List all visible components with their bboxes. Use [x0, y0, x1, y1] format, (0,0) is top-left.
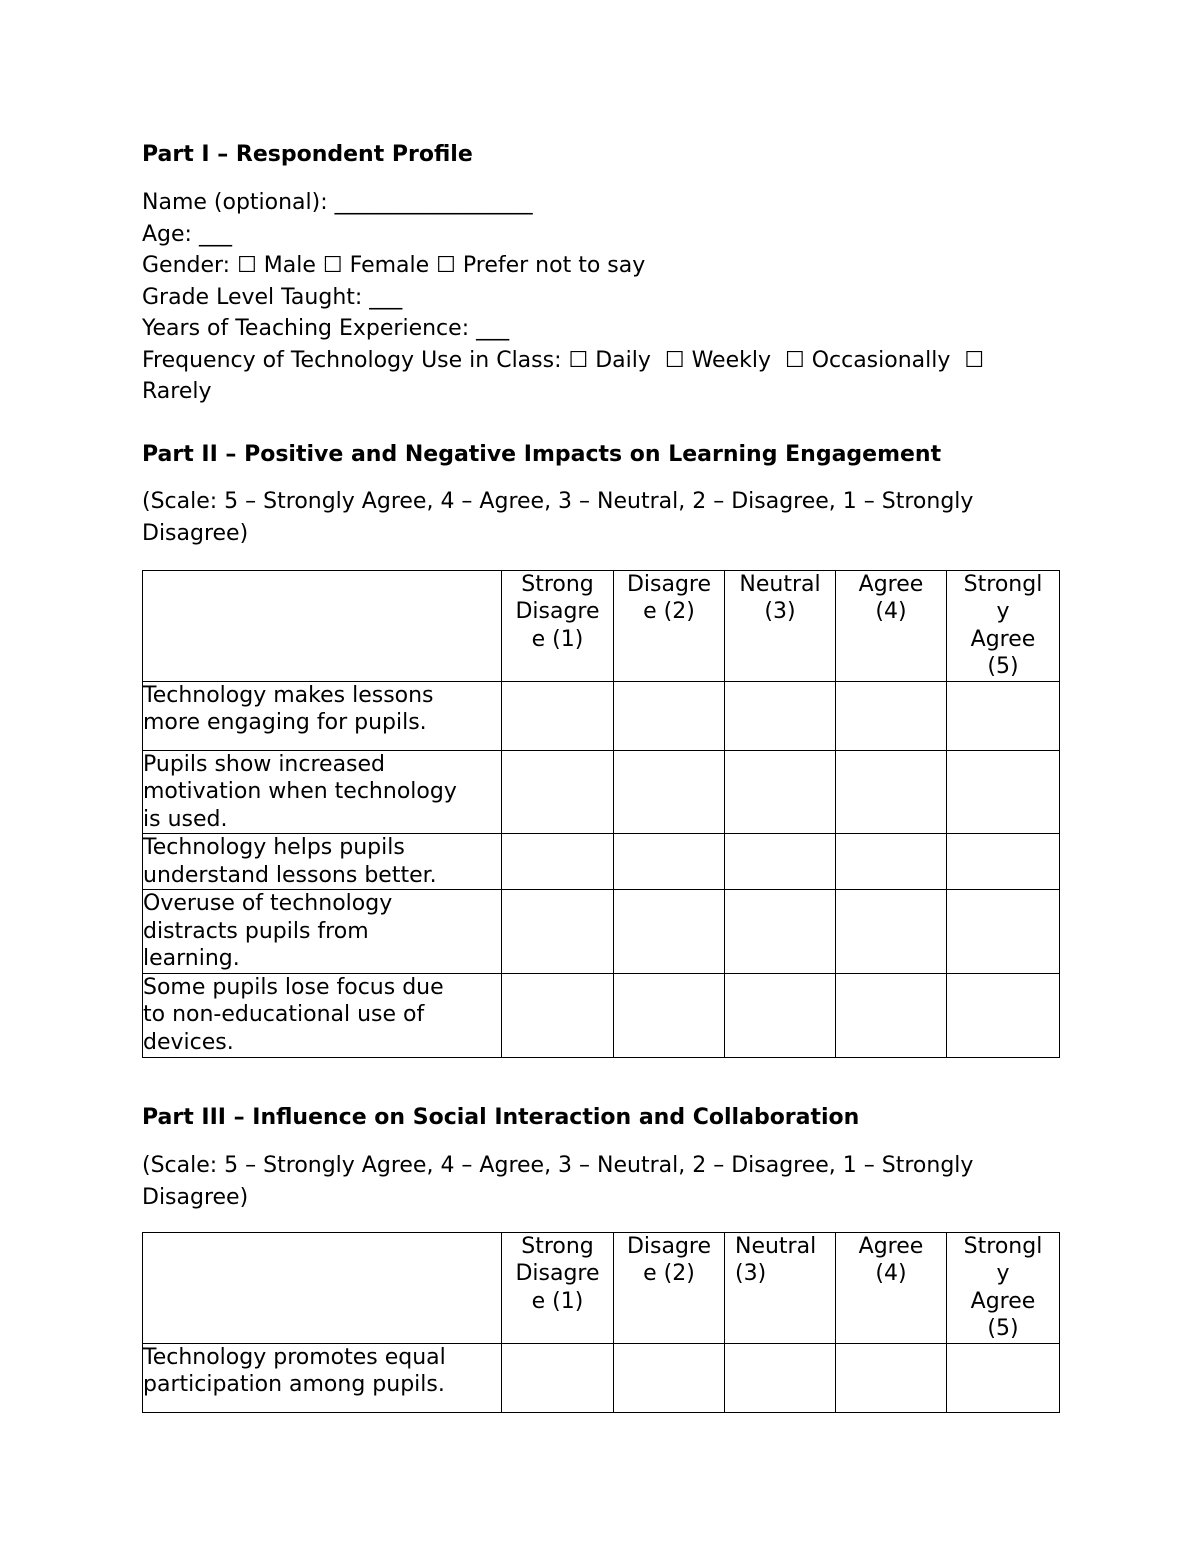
part3-scale-note: [142, 1150, 1060, 1214]
rating-cell-5[interactable]: [947, 1343, 1060, 1412]
table-row: [143, 681, 1060, 750]
table-row: [143, 834, 1060, 890]
table-header-row: [143, 1232, 1060, 1343]
rating-cell-5[interactable]: [947, 890, 1060, 974]
rating-cell-1[interactable]: [502, 973, 614, 1057]
statement-cell: Overuse of technology distracts pupils from learning.: [143, 890, 502, 974]
statement-cell: Technology helps pupils understand lessons better.: [143, 834, 502, 890]
years-experience-field-line[interactable]: Years of Teaching Experience: ___: [142, 316, 510, 341]
rating-cell-5[interactable]: [947, 834, 1060, 890]
rating-cell-5[interactable]: [947, 681, 1060, 750]
statement-cell: Some pupils lose focus due to non-educational use of devices.: [143, 973, 502, 1057]
part3-heading: Part III – Influence on Social Interaction and Collaboration: [142, 1104, 860, 1130]
rating-cell-3[interactable]: [725, 834, 836, 890]
rating-cell-1[interactable]: [502, 681, 614, 750]
rating-cell-1[interactable]: [502, 750, 614, 834]
rating-cell-5[interactable]: [947, 973, 1060, 1057]
agree-column-header: Agree (4): [836, 1232, 947, 1343]
age-field-line[interactable]: Age: ___: [142, 221, 232, 247]
strongly-disagree-column-header: Strong Disagre e (1): [502, 570, 614, 681]
rating-cell-3[interactable]: [725, 681, 836, 750]
agree-column-header: Agree (4): [836, 570, 947, 681]
gender-options-line[interactable]: Gender: ☐ Male ☐ Female ☐ Prefer not to say: [142, 253, 646, 278]
rating-cell-2[interactable]: [614, 681, 725, 750]
technology-frequency-options-line-continued[interactable]: Rarely: [142, 379, 212, 404]
rating-cell-3[interactable]: [725, 750, 836, 834]
rating-cell-3[interactable]: [725, 1343, 836, 1412]
statement-cell: Pupils show increased motivation when technology is used.: [143, 750, 502, 834]
rating-cell-1[interactable]: [502, 834, 614, 890]
disagree-column-header: Disagre e (2): [614, 1232, 725, 1343]
part3-scale-line-1: (Scale: 5 – Strongly Agree, 4 – Agree, 3 – Neutral, 2 – Disagree, 1 – Strongly: [142, 1152, 974, 1178]
statement-header-cell: [143, 1232, 502, 1343]
name-field-line[interactable]: Name (optional): __________________: [142, 190, 533, 215]
rating-cell-2[interactable]: [614, 973, 725, 1057]
rating-cell-4[interactable]: [836, 834, 947, 890]
rating-cell-5[interactable]: [947, 750, 1060, 834]
statement-cell: Technology promotes equal participation among pupils.: [143, 1343, 502, 1412]
rating-cell-3[interactable]: [725, 973, 836, 1057]
part3-scale-line-2: Disagree): [142, 1184, 249, 1210]
rating-cell-4[interactable]: [836, 973, 947, 1057]
part2-scale-line-1: (Scale: 5 – Strongly Agree, 4 – Agree, 3 – Neutral, 2 – Disagree, 1 – Strongly: [142, 488, 974, 514]
technology-frequency-options-line[interactable]: Frequency of Technology Use in Class: ☐ Daily ☐ Weekly ☐ Occasionally ☐: [142, 347, 985, 373]
neutral-column-header: Neutral (3): [725, 570, 836, 681]
table-header-row: [143, 570, 1060, 681]
part2-scale-note: [142, 486, 1060, 550]
part2-heading: Part II – Positive and Negative Impacts on Learning Engagement: [142, 441, 942, 467]
grade-level-field-line[interactable]: Grade Level Taught: ___: [142, 284, 403, 310]
table-row: [143, 750, 1060, 834]
part1-heading: Part I – Respondent Profile: [142, 142, 473, 167]
strongly-disagree-column-header: Strong Disagre e (1): [502, 1232, 614, 1343]
table-row: [143, 890, 1060, 974]
strongly-agree-column-header: Strongl y Agree (5): [947, 570, 1060, 681]
rating-cell-1[interactable]: [502, 890, 614, 974]
rating-cell-4[interactable]: [836, 750, 947, 834]
part2-rating-table: [142, 570, 1060, 1058]
rating-cell-1[interactable]: [502, 1343, 614, 1412]
table-row: [143, 973, 1060, 1057]
rating-cell-3[interactable]: [725, 890, 836, 974]
strongly-agree-column-header: Strongl y Agree (5): [947, 1232, 1060, 1343]
rating-cell-2[interactable]: [614, 750, 725, 834]
table-row: [143, 1343, 1060, 1412]
statement-cell: Technology makes lessons more engaging for pupils.: [143, 681, 502, 750]
rating-cell-4[interactable]: [836, 1343, 947, 1412]
rating-cell-4[interactable]: [836, 681, 947, 750]
rating-cell-2[interactable]: [614, 834, 725, 890]
rating-cell-2[interactable]: [614, 890, 725, 974]
rating-cell-4[interactable]: [836, 890, 947, 974]
neutral-column-header: Neutral (3): [725, 1232, 836, 1343]
statement-header-cell: [143, 570, 502, 681]
rating-cell-2[interactable]: [614, 1343, 725, 1412]
questionnaire-page: [142, 138, 1060, 1413]
part2-scale-line-2: Disagree): [142, 520, 249, 546]
disagree-column-header: Disagre e (2): [614, 570, 725, 681]
part3-rating-table: [142, 1232, 1060, 1413]
